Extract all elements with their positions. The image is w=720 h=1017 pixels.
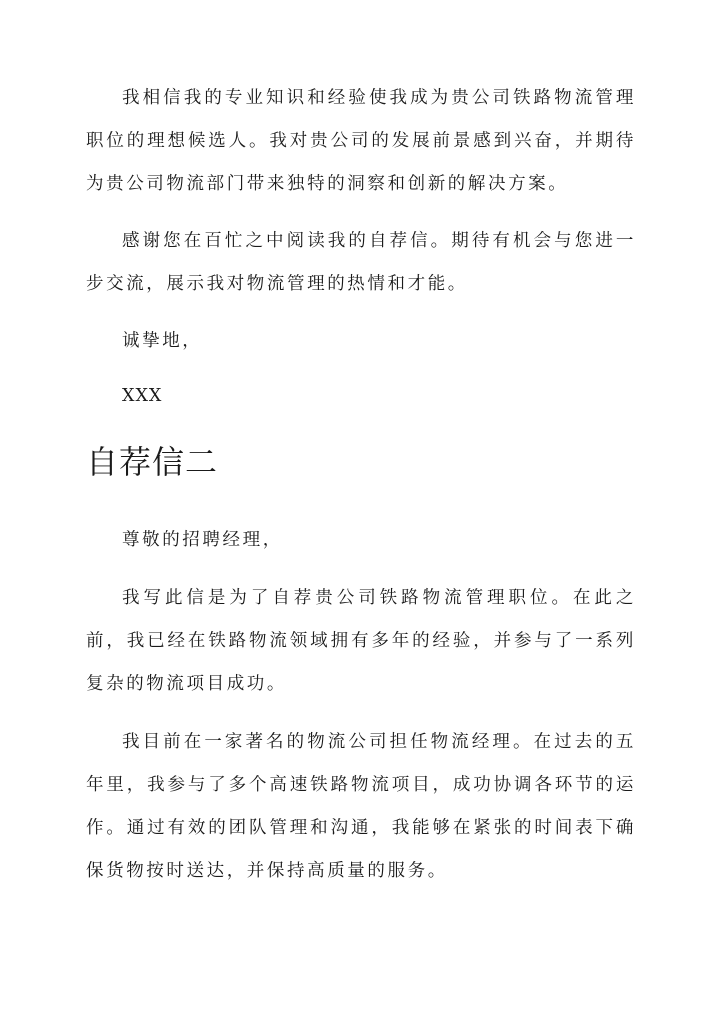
paragraph-closing-statement: 我相信我的专业知识和经验使我成为贵公司铁路物流管理职位的理想候选人。我对贵公司的发展前景感到兴奋，并期待为贵公司物流部门带来独特的洞察和创新的解决方案。 bbox=[86, 88, 636, 194]
paragraph-experience: 我目前在一家著名的物流公司担任物流经理。在过去的五年里，我参与了多个高速铁路物流项目，成功协调各环节的运作。通过有效的团队管理和沟通，我能够在紧张的时间表下确保货物按时送达，并保持高质量的服务。 bbox=[86, 732, 636, 881]
section-heading: 自荐信二 bbox=[86, 443, 219, 481]
paragraph-salutation: 尊敬的招聘经理， bbox=[122, 530, 283, 550]
paragraph-intro: 我写此信是为了自荐贵公司铁路物流管理职位。在此之前，我已经在铁路物流领域拥有多年的经验，并参与了一系列复杂的物流项目成功。 bbox=[86, 588, 636, 694]
paragraph-thanks: 感谢您在百忙之中阅读我的自荐信。期待有机会与您进一步交流，展示我对物流管理的热情和才能。 bbox=[86, 231, 636, 294]
paragraph-sign-off: 诚挚地， bbox=[122, 331, 203, 351]
paragraph-signature: XXX bbox=[122, 386, 163, 406]
